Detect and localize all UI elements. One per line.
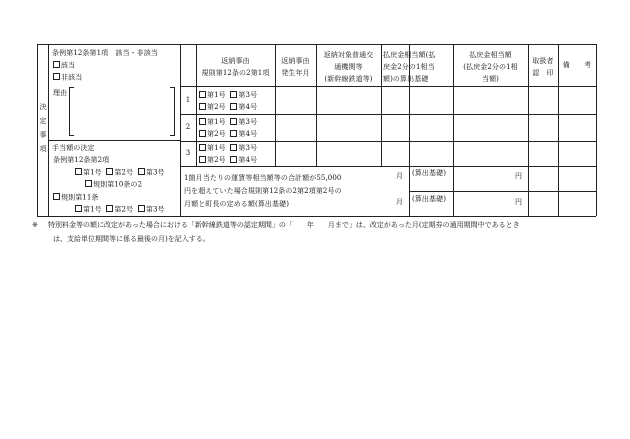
header-refund-basis: 払戻金相当額(払 戻金2分の1相当 額)の算出基礎 [383,51,436,83]
target-column-divider [381,44,382,166]
rule11-item-options[interactable] [75,205,165,214]
rule-10-2-checkbox[interactable] [85,180,142,189]
checkbox-icon [75,205,82,212]
option-label: 第3号 [145,205,165,214]
row-number: 3 [185,149,191,157]
note-mark: ※ [32,221,38,229]
row-number: 1 [185,96,191,104]
checkbox-icon [53,193,60,200]
row-number: 2 [185,123,191,131]
header-refund-reason: 返納事由 規則第12条の2第1項 [201,57,270,77]
monthly-total-description: 1箇月当たりの運賃等相当額等の合計額が55,000 円を超えていた場合規則第12条の2第2項第2号の 月額と町長の定める額(算出基礎) [184,174,342,208]
checkbox-icon [199,91,206,98]
header-occurrence-date: 返納事由 発生年月 [281,57,310,77]
option-label: 第3号 [238,91,258,99]
header-handler-seal: 取扱者 認 印 [532,57,554,77]
option-label: 第4号 [238,156,258,164]
option-label: 第1号 [83,205,102,214]
option-label: 第2号 [207,130,226,138]
applicable-label: 該当 [61,61,76,70]
row-1-reason-options[interactable] [199,89,257,113]
bottom-inner-divider [409,191,596,192]
checkbox-icon [138,205,145,212]
checkbox-icon [138,168,145,175]
seal-column-divider [558,44,559,216]
row-3-reason-options[interactable] [199,142,257,166]
checkbox-icon [199,156,206,163]
header-refund-amount: 払戻金相当額 (払戻金2分の1相 当額) [463,51,518,83]
fee-decision-title: 手当額の決定 [52,144,95,152]
rule-11-checkbox[interactable] [53,193,99,202]
row-2-reason-options[interactable] [199,116,257,140]
header-remarks: 備 考 [562,61,592,69]
calculation-basis-label: (算出基礎) [412,195,447,203]
calculation-basis-label: (算出基礎) [412,169,447,177]
checkbox-icon [199,144,206,151]
option-label: 第4号 [238,103,258,111]
rule-10-2-label: 規則第10条の2 [93,180,143,189]
decision-items-side-label: 決 定 事 項 [39,103,47,153]
checkbox-icon [199,130,206,137]
option-label: 第3号 [238,118,258,126]
checkbox-icon [106,168,113,175]
yen-label: 円 [515,198,523,206]
option-label: 第1号 [207,144,226,152]
checkbox-icon [199,103,206,110]
checkbox-icon [199,118,206,125]
checkbox-icon [85,180,92,187]
checkbox-icon [230,103,237,110]
article-12-2-title: 条例第12条第2項 [53,156,110,164]
art12-2-item-options[interactable] [75,168,165,177]
note-line-2: は、支給単位期間等に係る最後の月)を記入する。 [53,235,210,243]
checkbox-icon [230,118,237,125]
left-section-divider [48,140,180,141]
option-label: 第2号 [114,205,134,214]
option-label: 第2号 [207,103,226,111]
article-12-1-title: 条例第12条第1項 該当・非該当 [52,49,158,57]
applicable-checkbox[interactable] [53,61,75,70]
checkbox-icon [106,205,113,212]
not-applicable-label: 非該当 [61,73,83,82]
checkbox-icon [75,168,82,175]
header-refund-target: 返納対象普通交 通機関等 (新幹線鉄道等) [323,51,374,83]
header-divider [180,86,596,87]
rule-11-label: 規則第11条 [61,193,99,202]
not-applicable-checkbox[interactable] [53,73,82,82]
option-label: 第1号 [83,168,102,177]
checkbox-icon [230,91,237,98]
checkbox-icon [53,73,60,80]
month-label: 月 [396,198,404,206]
reason-label: 理由 [53,89,68,97]
option-label: 第2号 [207,156,226,164]
reason-bracket-right-icon [170,87,175,136]
option-label: 第4号 [238,130,258,138]
checkbox-icon [230,130,237,137]
note-line-1: 特別料金等の額に改定があった場合における「新幹線鉄道等の認定期間」の「 年 月まで」は、改定があった月(定期券の通用期間中であるとき [48,221,520,229]
row-divider-3 [180,166,596,167]
option-label: 第2号 [114,168,134,177]
month-label: 月 [396,172,404,180]
checkbox-icon [230,144,237,151]
checkbox-icon [230,156,237,163]
option-label: 第3号 [238,144,258,152]
reason-bracket-left-icon [69,87,74,136]
option-label: 第1号 [207,91,226,99]
option-label: 第1号 [207,118,226,126]
yen-label: 円 [515,172,523,180]
checkbox-icon [53,61,60,68]
frame-bottom-border [37,216,596,217]
row-divider-1 [180,114,596,115]
frame-right-border [596,44,597,216]
side-label-divider [48,44,49,216]
option-label: 第3号 [145,168,165,177]
